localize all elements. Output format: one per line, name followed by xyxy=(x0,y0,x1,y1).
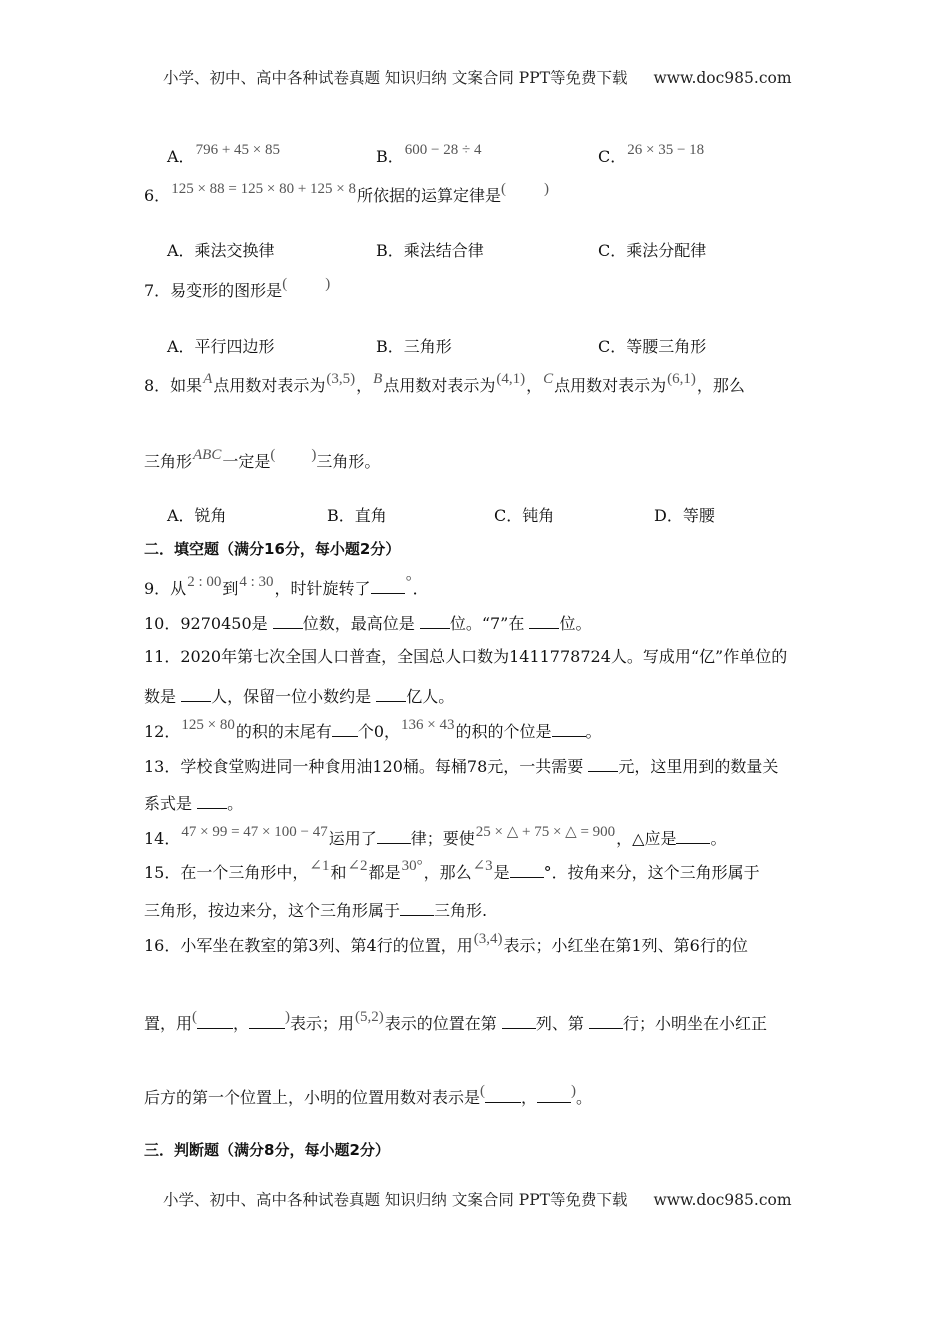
text: 。 xyxy=(227,794,244,813)
text: 。 xyxy=(585,722,602,741)
answer-paren-open: ( xyxy=(270,447,276,463)
text: ． xyxy=(412,579,429,598)
text: 位。 xyxy=(559,614,592,633)
question-8-line-1 xyxy=(144,371,745,395)
text: 系式是 xyxy=(144,794,198,813)
answer-blank[interactable] xyxy=(376,687,406,702)
text: 是 xyxy=(493,863,510,882)
text: 一定是 xyxy=(222,452,271,471)
point-c: C xyxy=(543,371,554,387)
answer-blank[interactable] xyxy=(249,1014,285,1029)
text: 人，保留一位小数约是 xyxy=(211,687,377,706)
answer-blank[interactable] xyxy=(510,863,544,878)
q8-option-c: C．钝角 xyxy=(494,506,555,525)
math-expression: 125 × 88 = 125 × 80 + 125 × 8 xyxy=(171,181,356,197)
question-11-line-1: 11．2020年第七次全国人口普查，全国总人口数为1411778724人。写成用“亿”作单位的 xyxy=(144,647,788,666)
question-13-line-2 xyxy=(144,794,243,812)
text: 置，用 xyxy=(144,1014,193,1033)
text: °．按角来分，这个三角形属于 xyxy=(543,863,760,882)
question-14 xyxy=(144,824,727,848)
angle-3: ∠3 xyxy=(472,858,493,874)
text: 三角形，按边来分，这个三角形属于 xyxy=(144,901,401,920)
answer-blank[interactable] xyxy=(529,614,559,629)
text: 点用数对表示为 xyxy=(554,376,667,395)
answer-paren-close: ) xyxy=(325,276,331,292)
text: 。 xyxy=(576,1088,593,1107)
q7-option-a: A．平行四边形 xyxy=(167,337,275,356)
question-16-line-2 xyxy=(144,1009,767,1033)
question-text: 所依据的运算定律是 xyxy=(357,186,502,205)
answer-blank[interactable] xyxy=(588,757,618,772)
q6-option-a: A．乘法交换律 xyxy=(167,241,275,260)
text: 元，这里用到的数量关 xyxy=(618,757,779,776)
question-6 xyxy=(144,181,550,205)
answer-paren-open: ( xyxy=(192,1009,198,1025)
answer-blank[interactable] xyxy=(676,829,710,844)
text: 表示的位置在第 xyxy=(384,1014,502,1033)
q8-option-d: D．等腰 xyxy=(654,506,715,525)
text: 三角形 xyxy=(144,452,193,471)
text: ，时针旋转了 xyxy=(274,579,371,598)
question-7 xyxy=(144,276,331,300)
math-expression: 125 × 80 xyxy=(181,717,235,733)
text: ， xyxy=(521,1088,538,1107)
answer-blank[interactable] xyxy=(552,722,586,737)
question-11-line-2 xyxy=(144,687,454,705)
question-9 xyxy=(144,574,429,598)
question-8-line-2 xyxy=(144,447,381,471)
text: 后方的第一个位置上，小明的位置用数对表示是 xyxy=(144,1088,481,1107)
answer-paren-close: ) xyxy=(544,181,550,197)
coordinate-b: (4,1) xyxy=(496,371,526,387)
text: 16．小军坐在教室的第3列、第4行的位置，用 xyxy=(144,936,473,955)
question-16-line-3 xyxy=(144,1083,593,1107)
answer-blank[interactable] xyxy=(181,687,211,702)
answer-blank[interactable] xyxy=(485,1088,521,1103)
answer-blank[interactable] xyxy=(371,579,405,594)
text: ，那么 xyxy=(423,863,472,882)
text: 8．如果 xyxy=(144,376,203,395)
coordinate-c: (6,1) xyxy=(667,371,696,387)
answer-blank[interactable] xyxy=(589,1014,623,1029)
text: 位数，最高位是 xyxy=(302,614,420,633)
text: ， xyxy=(356,376,373,395)
math-expression: 47 × 99 = 47 × 100 − 47 xyxy=(181,824,328,840)
question-16-line-1 xyxy=(144,931,748,955)
q7-option-c: C．等腰三角形 xyxy=(598,337,707,356)
answer-blank[interactable] xyxy=(273,614,303,629)
text: 表示；用 xyxy=(290,1014,355,1033)
text: ，那么 xyxy=(696,376,745,395)
q7-option-b: B．三角形 xyxy=(376,337,452,356)
degree-symbol: ° xyxy=(405,574,412,590)
question-10 xyxy=(144,614,591,632)
text: 13．学校食堂购进同一种食用油120桶。每桶78元，一共需要 xyxy=(144,757,589,776)
q6-option-b: B．乘法结合律 xyxy=(376,241,484,260)
section-3-title: 三．判断题（满分8分，每小题2分） xyxy=(144,1141,390,1159)
coordinate-pair: (3,4) xyxy=(473,931,503,947)
option-label: B． xyxy=(376,147,404,166)
q5-option-a xyxy=(167,142,281,166)
text: 的积的末尾有 xyxy=(235,722,332,741)
page-header xyxy=(163,71,792,87)
text: ， xyxy=(526,376,543,395)
text: 行；小明坐在小红正 xyxy=(622,1014,767,1033)
question-text: 7．易变形的图形是 xyxy=(144,281,283,300)
answer-paren-open: ( xyxy=(501,181,507,197)
math-expression: 600 − 28 ÷ 4 xyxy=(404,142,482,158)
q6-option-c: C．乘法分配律 xyxy=(598,241,707,260)
q5-option-b xyxy=(376,142,482,166)
coordinate-a: (3,5) xyxy=(326,371,356,387)
footer-text: 小学、初中、高中各种试卷真题 知识归纳 文案合同 PPT等免费下载 xyxy=(163,1191,628,1209)
answer-blank[interactable] xyxy=(420,614,450,629)
text: 10．9270450是 xyxy=(144,614,273,633)
text: 位。“7”在 xyxy=(449,614,530,633)
math-expression: 26 × 35 − 18 xyxy=(627,142,705,158)
triangle-abc: ABC xyxy=(193,447,222,463)
q8-option-a: A．锐角 xyxy=(167,506,227,525)
text: 运用了 xyxy=(328,829,377,848)
footer-url: www.doc985.com xyxy=(653,1191,792,1209)
header-url: www.doc985.com xyxy=(653,69,792,87)
time-start: 2 : 00 xyxy=(187,574,222,590)
text: 12． xyxy=(144,722,181,741)
text: 15．在一个三角形中， xyxy=(144,863,309,882)
math-expression: 796 + 45 × 85 xyxy=(195,142,280,158)
angle-2: ∠2 xyxy=(347,858,368,874)
answer-paren-close: ) xyxy=(311,447,317,463)
coordinate-pair: (5,2) xyxy=(355,1009,384,1025)
answer-paren-close: ) xyxy=(285,1009,291,1025)
q5-option-c xyxy=(598,142,705,166)
time-end: 4 : 30 xyxy=(239,574,274,590)
page-footer xyxy=(163,1193,792,1209)
question-number: 6． xyxy=(144,186,171,205)
question-15-line-2 xyxy=(144,901,487,919)
text: 律；要使 xyxy=(410,829,475,848)
question-15-line-1 xyxy=(144,858,760,882)
angle-1: ∠1 xyxy=(309,858,330,874)
text: 亿人。 xyxy=(406,687,455,706)
question-12 xyxy=(144,717,602,741)
text: 到 xyxy=(222,579,239,598)
text: ， xyxy=(233,1014,250,1033)
text: 。 xyxy=(710,829,727,848)
option-label: A． xyxy=(167,147,195,166)
answer-blank[interactable] xyxy=(197,1014,233,1029)
text: 列、第 xyxy=(535,1014,589,1033)
text: 点用数对表示为 xyxy=(213,376,326,395)
text: 14． xyxy=(144,829,181,848)
angle-value: 30° xyxy=(401,858,423,874)
point-a: A xyxy=(203,371,213,387)
text: 和 xyxy=(330,863,347,882)
text: 都是 xyxy=(368,863,401,882)
text: 三角形. xyxy=(434,901,488,920)
text: ，△应是 xyxy=(616,829,677,848)
option-label: C． xyxy=(598,147,627,166)
text: 点用数对表示为 xyxy=(383,376,496,395)
text: 表示；小红坐在第1列、第6行的位 xyxy=(503,936,748,955)
answer-blank[interactable] xyxy=(400,901,434,916)
text: 三角形。 xyxy=(316,452,381,471)
math-expression: 136 × 43 xyxy=(401,717,455,733)
q8-option-b: B．直角 xyxy=(327,506,387,525)
math-expression: 25 × △ + 75 × △ = 900 xyxy=(475,824,616,840)
text: 的积的个位是 xyxy=(455,722,552,741)
header-text: 小学、初中、高中各种试卷真题 知识归纳 文案合同 PPT等免费下载 xyxy=(163,69,628,87)
answer-blank[interactable] xyxy=(502,1014,536,1029)
section-2-title: 二．填空题（满分16分，每小题2分） xyxy=(144,540,401,558)
answer-paren-open: ( xyxy=(282,276,288,292)
answer-blank[interactable] xyxy=(377,829,411,844)
question-13-line-1 xyxy=(144,757,778,775)
answer-paren-open: ( xyxy=(480,1083,486,1099)
point-b: B xyxy=(373,371,383,387)
answer-blank[interactable] xyxy=(537,1088,571,1103)
answer-paren-close: ) xyxy=(571,1083,577,1099)
text: 个0， xyxy=(357,722,401,741)
answer-blank[interactable] xyxy=(197,794,227,809)
text: 9．从 xyxy=(144,579,187,598)
text: 数是 xyxy=(144,687,182,706)
answer-blank[interactable] xyxy=(332,722,358,737)
